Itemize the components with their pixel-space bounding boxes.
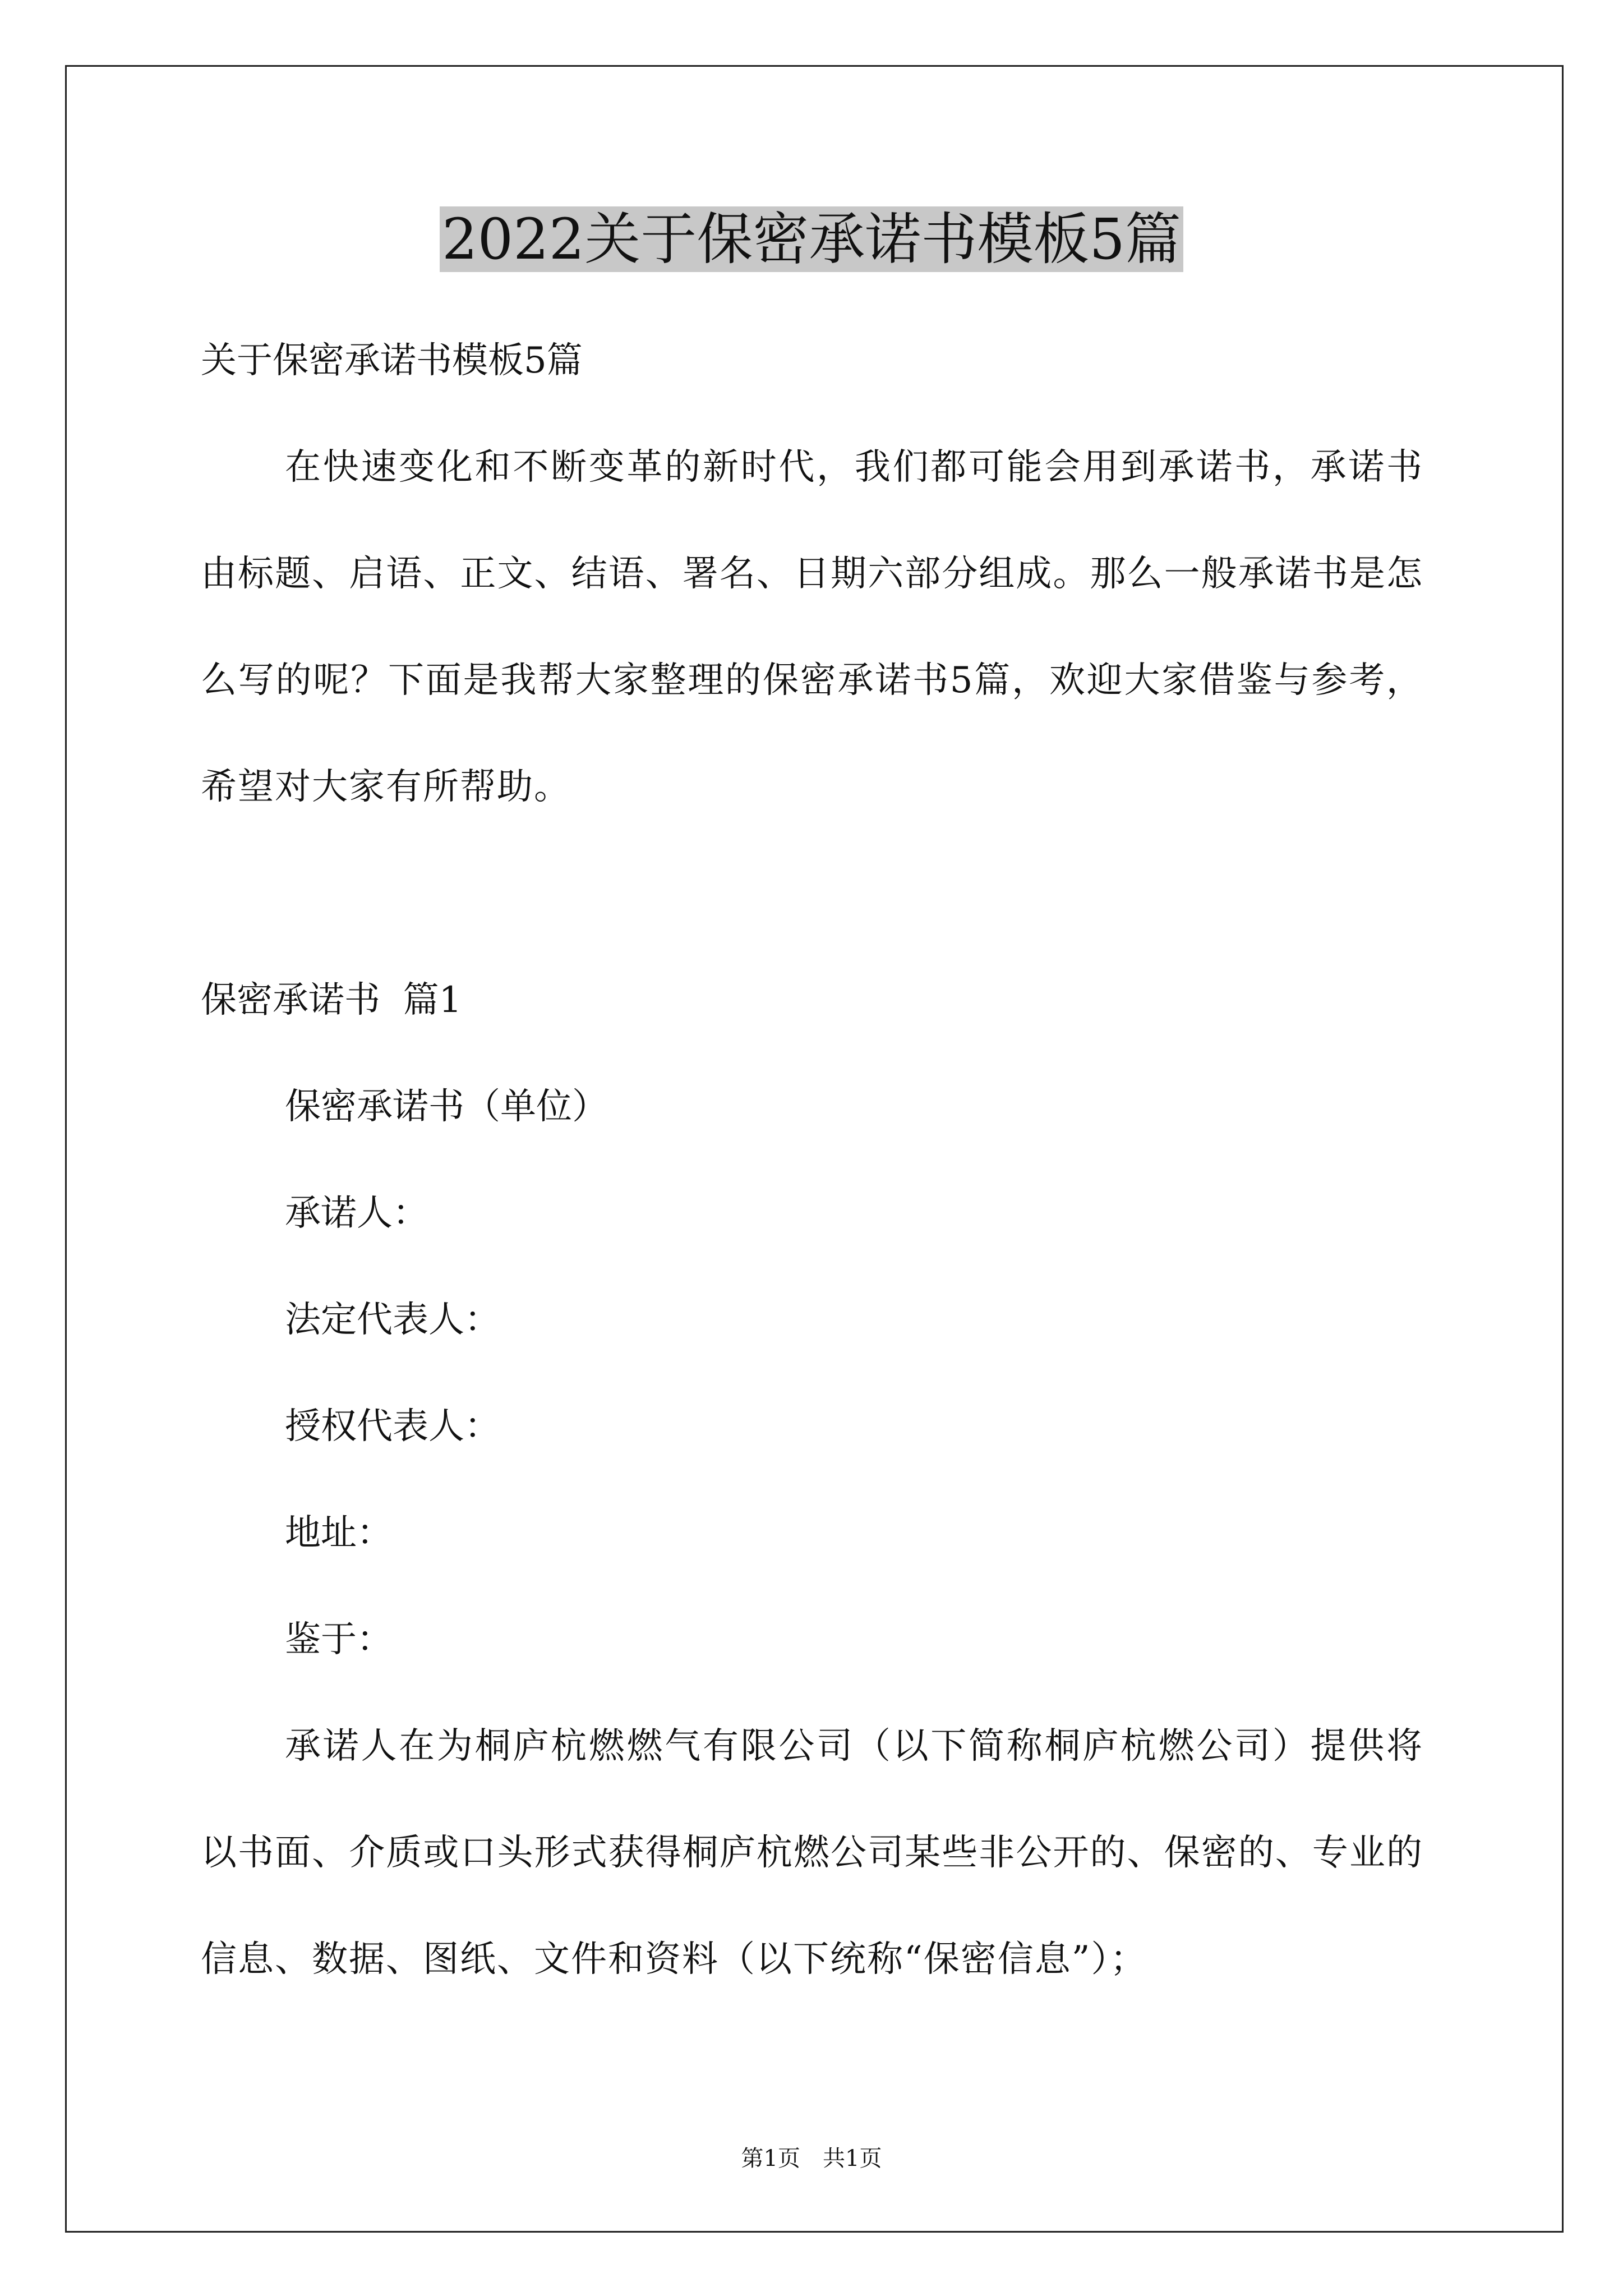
address-field: 地址： xyxy=(285,1512,393,1554)
document-subtitle: 关于保密承诺书模板5篇 xyxy=(201,340,583,381)
spacer xyxy=(201,840,1423,947)
authorized-rep-field: 授权代表人： xyxy=(285,1406,500,1447)
promisor-field: 承诺人： xyxy=(285,1193,428,1234)
page-footer: 第1页 共1页 xyxy=(741,2146,882,2171)
document-body xyxy=(201,307,1423,2013)
legal-rep-field: 法定代表人： xyxy=(285,1299,500,1341)
section-title: 保密承诺书（单位） xyxy=(285,1086,608,1128)
section-heading: 保密承诺书 篇1 xyxy=(201,979,462,1021)
document-title-text: 2022关于保密承诺书模板5篇 xyxy=(440,206,1183,272)
intro-paragraph: 在快速变化和不断变革的新时代，我们都可能会用到承诺书，承诺书由标题、启语、正文、结语、署名、日期六部分组成。那么一般承诺书是怎么写的呢？下面是我帮大家整理的保密承诺书5篇，欢迎大家借鉴与参考，希望对大家有所帮助。 xyxy=(201,447,1423,808)
document-title xyxy=(0,203,1623,276)
whereas-label: 鉴于： xyxy=(285,1619,393,1660)
body-paragraph: 承诺人在为桐庐杭燃燃气有限公司（以下简称桐庐杭燃公司）提供将以书面、介质或口头形式获得桐庐杭燃公司某些非公开的、保密的、专业的信息、数据、图纸、文件和资料（以下统称“保密信息”）； xyxy=(201,1726,1423,1980)
